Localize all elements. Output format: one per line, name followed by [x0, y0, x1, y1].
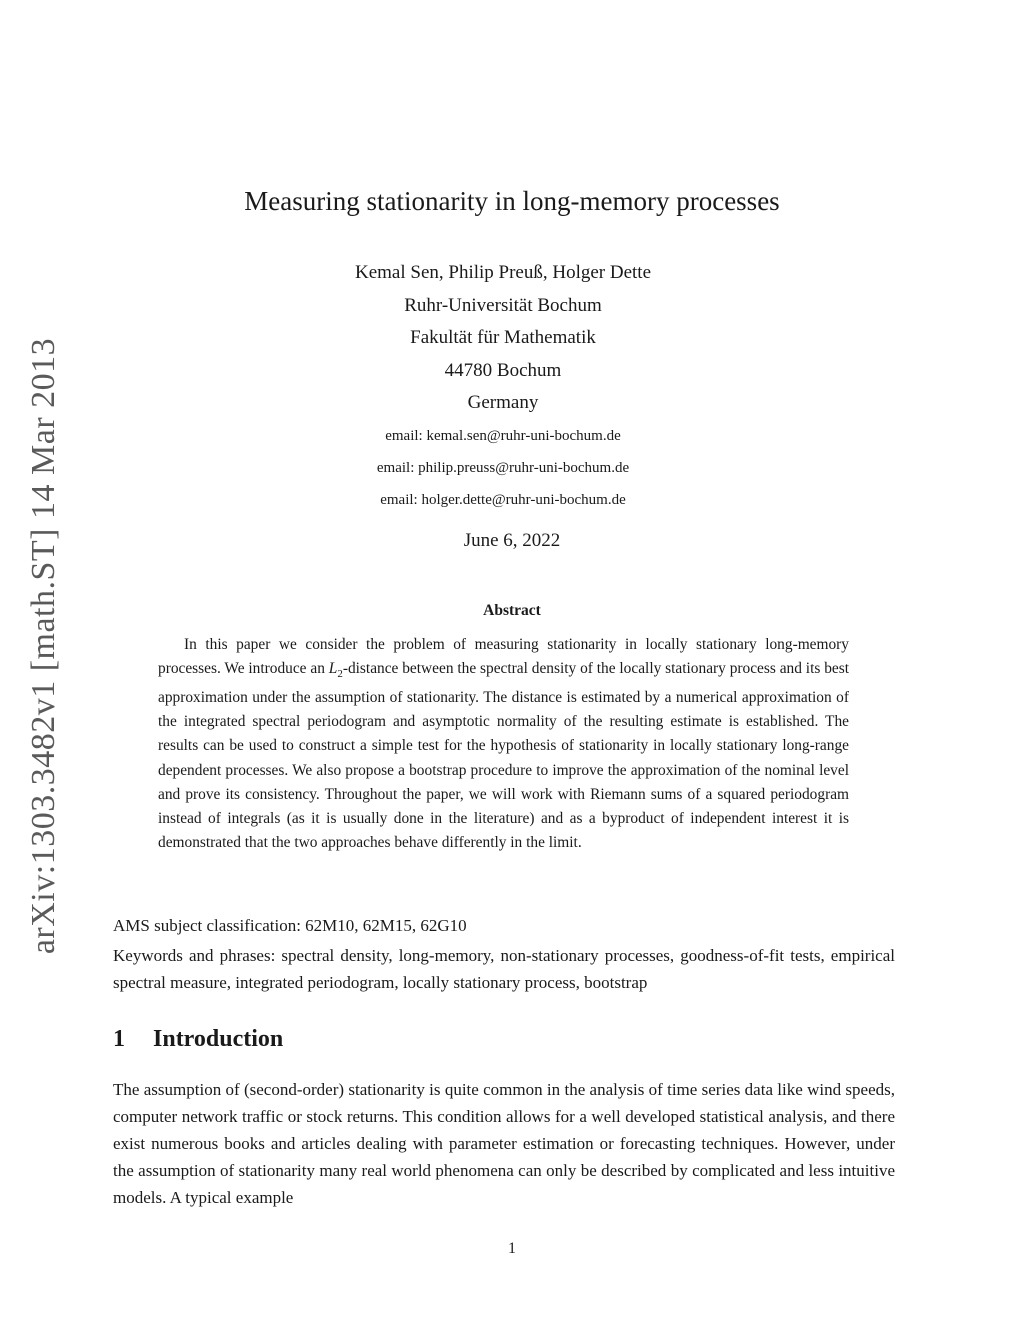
abstract-text-part: In this paper we consider the problem of measuring stationarity in locally stationary long-memory processes. We introduce an	[158, 636, 849, 678]
affiliation-faculty: Fakultät für Mathematik	[410, 327, 596, 348]
math-symbol: $L_2$	[328, 660, 343, 681]
arxiv-identifier-stamp	[20, 337, 68, 955]
affiliation-country: Germany	[467, 392, 539, 413]
section-title: Introduction	[153, 1026, 284, 1052]
section-heading	[113, 1026, 283, 1053]
author-names: Kemal Sen, Philip Preuß, Holger Dette	[354, 262, 652, 283]
introduction-paragraph: The assumption of (second-order) stationarity is quite common in the analysis of time series data like wind speeds, computer network traffic or stock returns. This condition allows for a well developed statistical analysis, and there exist numerous books and articles dealing with parameter estimation or forecasting techniques. However, under the assumption of stationarity many real world phenomena can only be described by complicated and less intuitive models. A typical example	[113, 1080, 895, 1207]
abstract-text-part: -distance between the spectral density of the locally stationary process and its best approximation under the assumption of stationarity. The distance is estimated by a numerical approximation of the integrated spectral periodogram and asymptotic normality of the resulting estimate is established. The results can be used to construct a simple test for the hypothesis of stationarity in locally stationary long-range dependent processes. We also propose a bootstrap procedure to improve the approximation of the nominal level and prove its consistency. Throughout the paper, we will work with Riemann sums of a squared periodogram instead of integrals (as it is usually done in the literature) and as a byproduct of independent interest it is demonstrated that the two approaches behave differently in the limit.	[158, 660, 849, 851]
email-line: email: holger.dette@ruhr-uni-bochum.de	[380, 491, 626, 508]
paper-date: June 6, 2022	[463, 530, 561, 551]
email-line: email: kemal.sen@ruhr-uni-bochum.de	[385, 427, 621, 444]
section-number: 1	[113, 1026, 125, 1052]
abstract-heading: Abstract	[483, 602, 541, 619]
keywords: Keywords and phrases: spectral density, long-memory, non-stationary processes, goodness-of-fit tests, empirical spectral measure, integrated periodogram, locally stationary process, bootstrap	[113, 946, 895, 992]
arxiv-identifier-text: arXiv:1303.3482v1 [math.ST] 14 Mar 2013	[25, 337, 62, 955]
abstract-text	[158, 633, 849, 855]
ams-classification: AMS subject classification: 62M10, 62M15, 62G10	[113, 916, 467, 935]
paper-title: Measuring stationarity in long-memory processes	[244, 186, 780, 216]
author-block	[200, 257, 806, 516]
page-number: 1	[508, 1240, 516, 1257]
affiliation-university: Ruhr-Universität Bochum	[404, 294, 602, 316]
affiliation-postal: 44780 Bochum	[444, 359, 562, 381]
email-line: email: philip.preuss@ruhr-uni-bochum.de	[376, 459, 630, 476]
